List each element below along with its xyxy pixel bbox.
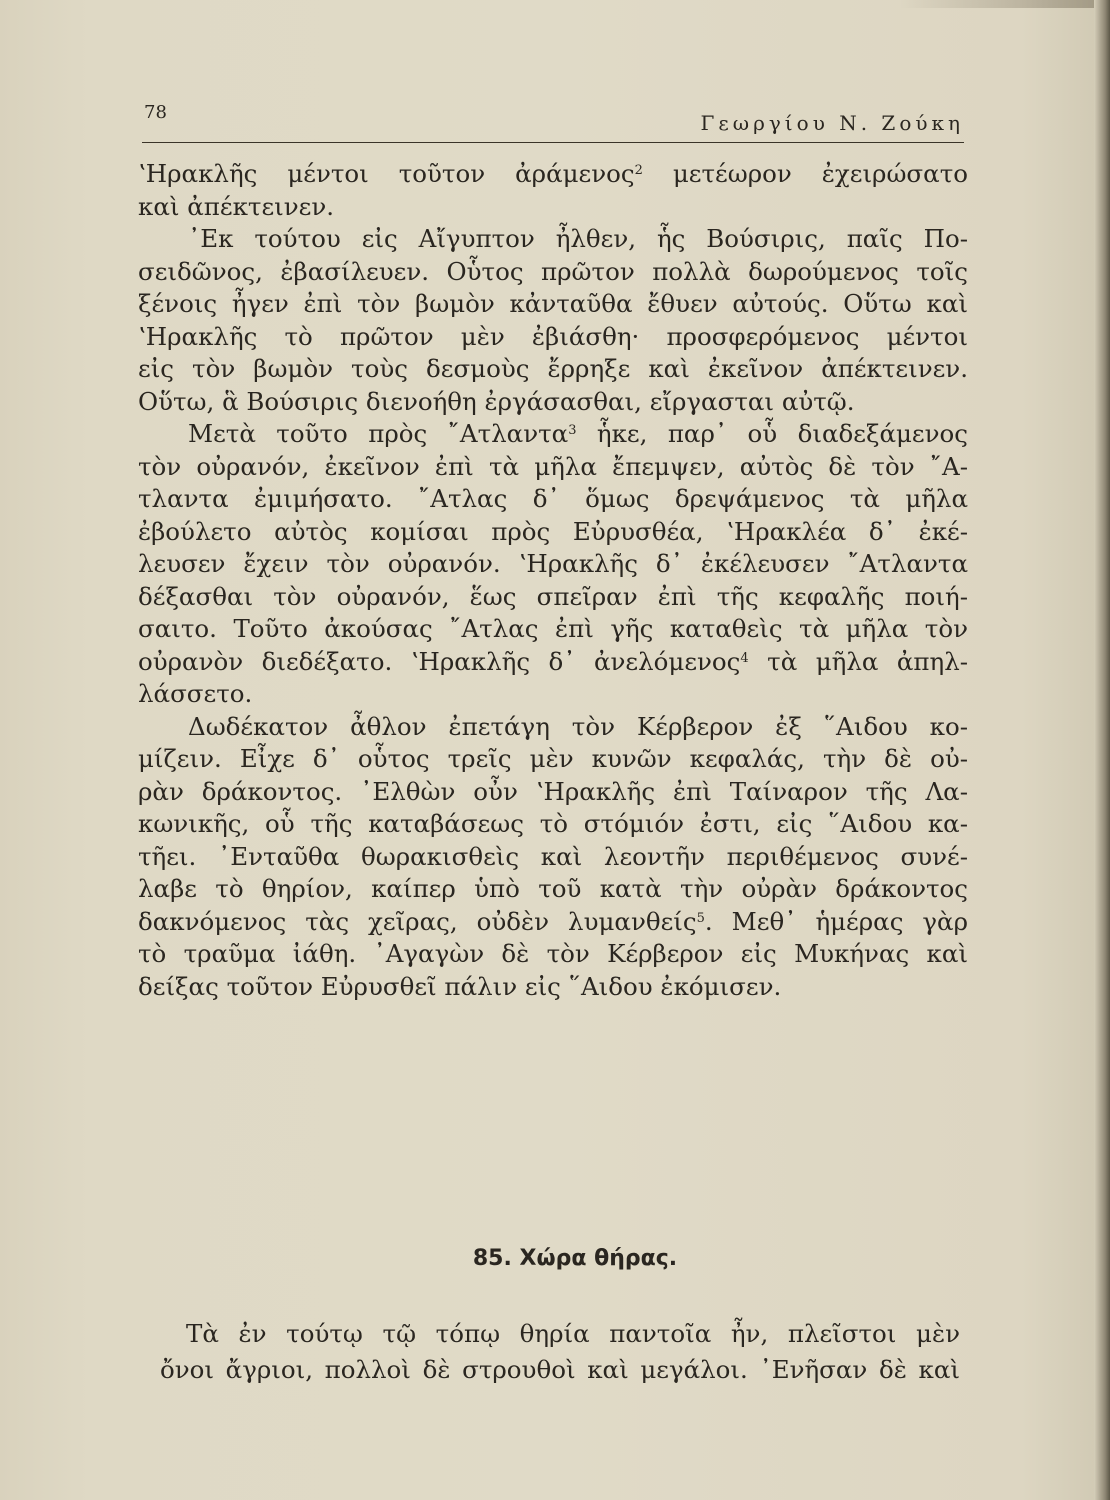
text-line: δακνόμενος τὰς χεῖρας, οὐδὲν λυμανθείς$^5$. Μεθ᾽ ἡμέρας γὰρ: [138, 906, 969, 936]
text-line: εἰς τὸν βωμὸν τοὺς δεσμοὺς ἔρρηξε καὶ ἐκεῖνον ἀπέκτεινεν.: [138, 354, 968, 383]
text-line: ʽΗρακλῆς μέντοι τοῦτον ἀράμενος$^2$ μετέωρον ἐχειρώσατο: [138, 159, 968, 188]
text-line: λαβε τὸ θηρίον, καίπερ ὑπὸ τοῦ κατὰ τὴν οὐρὰν δράκοντος: [138, 874, 968, 903]
text-line: Οὕτω, ἃ Βούσιρις διενοήθη ἐργάσασθαι, εἴργασται αὐτῷ.: [138, 386, 855, 416]
text-line: δείξας τοῦτον Εὐρυσθεῖ πάλιν εἰς ῞Αιδου ἐκόμισεν.: [138, 971, 782, 1001]
text-line: Δωδέκατον ἆθλον ἐπετάγη τὸν Κέρβερον ἐξ ῞Αιδου κο-: [188, 711, 968, 741]
page-number: 78: [144, 102, 167, 123]
text-line: κωνικῆς, οὗ τῆς καταβάσεως τὸ στόμιόν ἐστι, εἰς ῞Αιδου κα-: [138, 809, 968, 838]
text-line: μίζειν. Εἶχε δ᾽ οὗτος τρεῖς μὲν κυνῶν κεφαλάς, τὴν δὲ οὐ-: [138, 744, 968, 773]
text-line: οὐρανὸν διεδέξατο. ʽΗρακλῆς δ᾽ ἀνελόμενος$^4$ τὰ μῆλα ἀπηλ-: [138, 646, 968, 676]
text-line: λευσεν ἔχειν τὸν οὐρανόν. ʽΗρακλῆς δ᾽ ἐκέλευσεν ῎Ατλαντα: [138, 549, 968, 578]
main-text: [138, 158, 968, 1003]
text-line: τὸ τραῦμα ἰάθη. ᾽Αγαγὼν δὲ τὸν Κέρβερον εἰς Μυκήνας καὶ: [138, 939, 968, 968]
page-header: [142, 100, 964, 143]
page-top-edge-shadow: [900, 0, 1110, 8]
text-line: σειδῶνος, ἐβασίλευεν. Οὗτος πρῶτον πολλὰ δωρούμενος τοῖς: [138, 256, 968, 286]
text-line: ἐβούλετο αὐτὸς κομίσαι πρὸς Εὐρυσθέα, ʽΗρακλέα δ᾽ ἐκέ-: [138, 516, 968, 546]
page-binding-edge: [1094, 0, 1110, 1500]
text-line: τῆει. ᾽Ενταῦθα θωρακισθεὶς καὶ λεοντῆν περιθέμενος συνέ-: [138, 841, 968, 871]
footnote-marker: 4: [740, 650, 749, 666]
running-head: Γεωργίου Ν. Ζούκη: [700, 111, 964, 135]
text-line: σαιτο. Τοῦτο ἀκούσας ῎Ατλας ἐπὶ γῆς καταθεὶς τὰ μῆλα τὸν: [138, 614, 968, 643]
text-line: ὄνοι ἄγριοι, πολλοὶ δὲ στρουθοὶ καὶ μεγάλοι. ᾽Ενῆσαν δὲ καὶ: [160, 1355, 960, 1384]
text-line: Μετὰ τοῦτο πρὸς ῎Ατλαντα$^3$ ἧκε, παρ᾽ οὗ διαδεξάμενος: [188, 419, 968, 448]
text-line: δέξασθαι τὸν οὐρανόν, ἕως σπεῖραν ἐπὶ τῆς κεφαλῆς ποιή-: [138, 581, 968, 611]
text-line: τλαντα ἐμιμήσατο. ῎Ατλας δ᾽ ὅμως δρεψάμενος τὰ μῆλα: [138, 484, 968, 513]
footnote-marker: 2: [634, 163, 643, 178]
footnote-marker: 5: [696, 910, 705, 926]
footnote-marker: 3: [568, 423, 577, 438]
text-line: λάσσετο.: [138, 679, 253, 708]
text-line: ρὰν δράκοντος. ᾽Ελθὼν οὖν ʽΗρακλῆς ἐπὶ Ταίναρον τῆς Λα-: [138, 776, 968, 806]
text-line: ξένοις ἦγεν ἐπὶ τὸν βωμὸν κἀνταῦθα ἔθυεν αὐτούς. Οὕτω καὶ: [138, 289, 968, 318]
text-line: Τὰ ἐν τούτῳ τῷ τόπῳ θηρία παντοῖα ἦν, πλεῖστοι μὲν: [186, 1319, 960, 1348]
text-line: ʽΗρακλῆς τὸ πρῶτον μὲν ἐβιάσθη· προσφερόμενος μέντοι: [138, 321, 968, 351]
text-line: ᾽Εκ τούτου εἰς Αἴγυπτον ἦλθεν, ἧς Βούσιρις, παῖς Πο-: [188, 224, 968, 253]
text-line: καὶ ἀπέκτεινεν.: [138, 191, 335, 221]
section-text: [160, 1316, 960, 1388]
text-line: τὸν οὐρανόν, ἐκεῖνον ἐπὶ τὰ μῆλα ἔπεμψεν, αὐτὸς δὲ τὸν ῎Α-: [138, 451, 968, 481]
section-heading: 85. Χώρα θήρας.: [472, 1246, 678, 1271]
